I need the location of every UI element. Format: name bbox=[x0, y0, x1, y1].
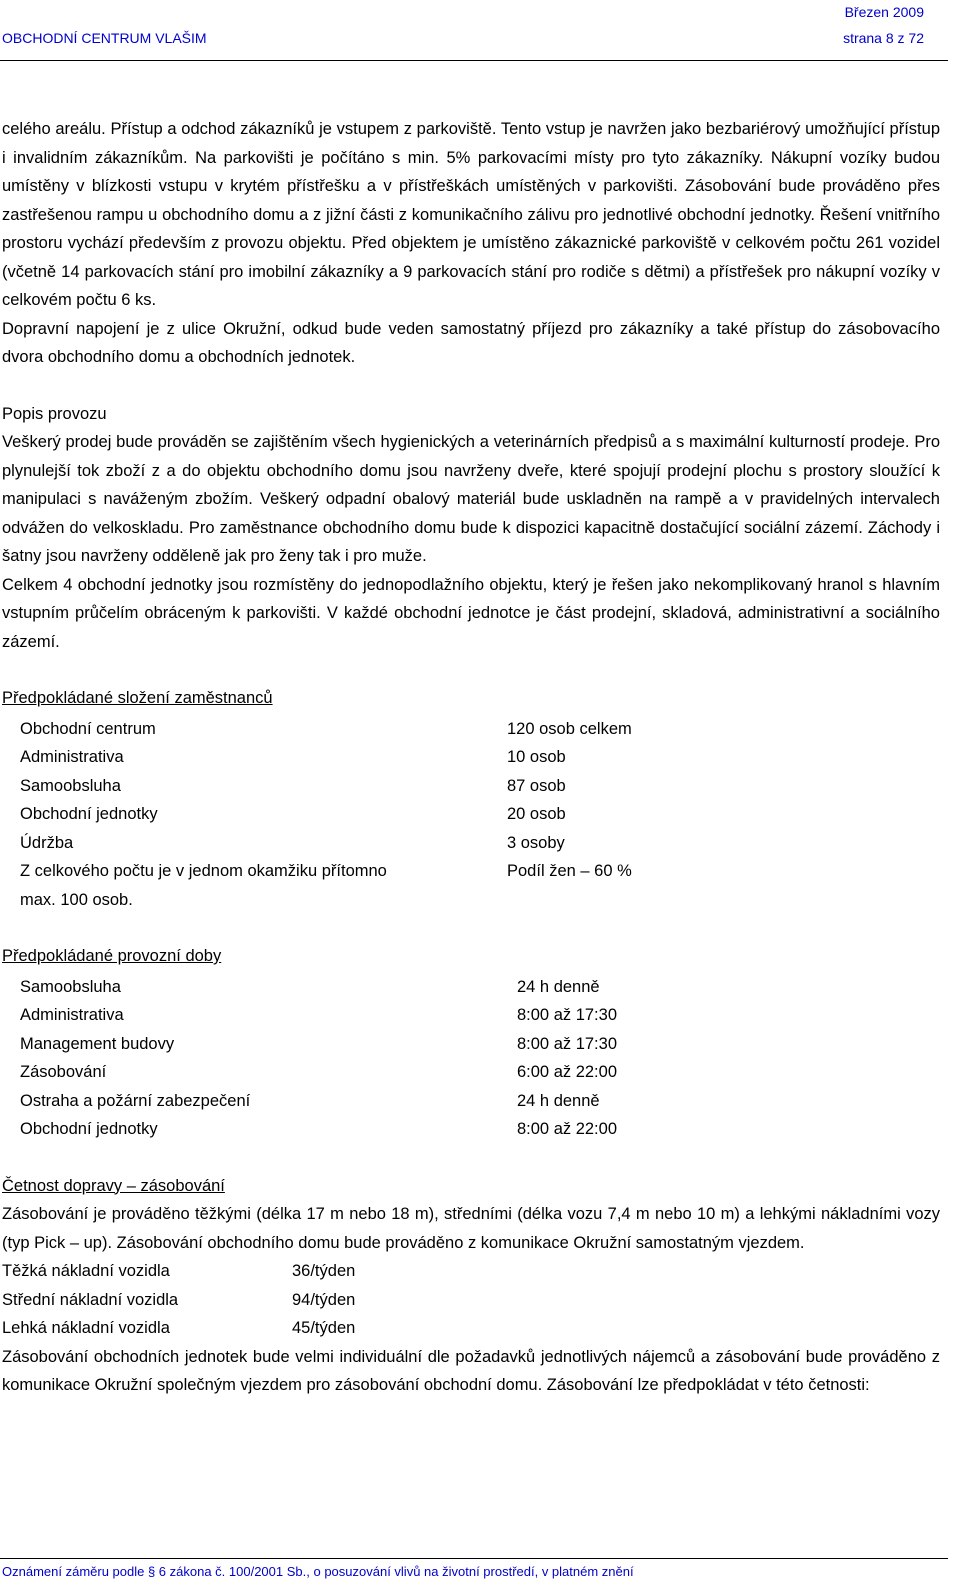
table-row bbox=[2, 772, 940, 801]
document-body bbox=[2, 115, 940, 1400]
staff-value: 20 osob bbox=[507, 805, 566, 823]
staff-value: 120 osob celkem bbox=[507, 719, 632, 738]
hours-value: 8:00 až 17:30 bbox=[517, 1034, 617, 1053]
staff-value: Podíl žen – 60 % bbox=[507, 862, 632, 880]
table-row bbox=[2, 1257, 940, 1286]
staff-value: 10 osob bbox=[507, 748, 566, 766]
traffic-table bbox=[2, 1257, 940, 1343]
popis-paragraph-2: Celkem 4 obchodní jednotky jsou rozmístěny do jednopodlažního objektu, který je řešen jako nekomplikovaný hranol s hlavním vstupním průčelím obráceným k parkovišti. V každé obchodní jednotce je část prodejní, skladová, administrativní a sociálního zázemí. bbox=[2, 575, 940, 651]
header-divider bbox=[0, 60, 948, 61]
traffic-label: Těžká nákladní vozidla bbox=[2, 1262, 170, 1280]
table-row bbox=[2, 743, 940, 772]
hours-value: 8:00 až 22:00 bbox=[517, 1120, 617, 1138]
traffic-label: Lehká nákladní vozidla bbox=[2, 1319, 170, 1337]
section-title-staff bbox=[2, 684, 940, 713]
table-row bbox=[2, 973, 940, 1002]
traffic-value: 36/týden bbox=[292, 1262, 356, 1280]
intro-paragraph-1: celého areálu. Přístup a odchod zákazníků je vstupem z parkoviště. Tento vstup je navržen jako bezbariérový umožňující přístup i invalidním zákazníkům. Na parkovišti je počítáno s min. 5% parkovacími místy pro tyto zákazníky. Nákupní vozíky budou umístěny v blízkosti vstupu v krytém přístřešku a v přístřeškách umístěných v parkovišti. Zásobování bude prováděno přes zastřešenou rampu u obchodního domu a z jižní části z komunikačního zálivu pro jednotlivé obchodní jednotky. Řešení vnitřního prostoru vychází především z provozu objektu. Před objektem je umístěno zákaznické parkoviště v celkovém počtu 261 vozidel (včetně 14 parkovacích stání pro imobilní zákazníky a 9 parkovacích stání pro rodiče s dětmi) a přístřešek pro nákupní vozíky v celkovém počtu 6 ks. bbox=[2, 120, 940, 309]
staff-label: Administrativa bbox=[20, 748, 124, 766]
hours-table bbox=[2, 973, 940, 1144]
footer-text: Oznámení záměru podle § 6 zákona č. 100/2001 Sb., o posuzování vlivů na životní prostředí, v platném znění bbox=[2, 1564, 634, 1579]
hours-label: Obchodní jednotky bbox=[20, 1120, 158, 1138]
popis-paragraph-1: Veškerý prodej bude prováděn se zajištěním všech hygienických a veterinárních předpisů a s maximální kulturností prodeje. Pro plynulejší tok zboží z a do objektu obchodního domu jsou navrženy dveře, které spojují prodejní plochu s prostory sloužící k manipulaci s naváženým zbožím. Veškerý odpadní obalový materiál bude uskladněn na rampě a v pravidelných intervalech odvážen do velkoskladu. Pro zaměstnance obchodního domu bude k dispozici kapacitně dostačující sociální zázemí. Záchody i šatny jsou navrženy odděleně jak pro ženy tak i pro muže. bbox=[2, 433, 940, 565]
traffic-paragraph-1: Zásobování je prováděno těžkými (délka 17 m nebo 18 m), středními (délka vozu 7,4 m nebo 10 m) a lehkými nákladními vozy (typ Pick – up). Zásobování obchodního domu bude prováděno z komunikace Okružní samostatným vjezdem. bbox=[2, 1205, 940, 1252]
staff-label: Z celkového počtu je v jednom okamžiku přítomno bbox=[20, 862, 387, 880]
staff-label: Obchodní centrum bbox=[20, 719, 156, 738]
table-row bbox=[2, 857, 940, 886]
table-row bbox=[2, 715, 940, 744]
hours-label: Samoobsluha bbox=[20, 977, 121, 996]
table-row bbox=[2, 1087, 940, 1116]
table-row bbox=[2, 1314, 940, 1343]
staff-label: Samoobsluha bbox=[20, 776, 121, 795]
hours-value: 24 h denně bbox=[517, 977, 600, 996]
staff-value: 87 osob bbox=[507, 776, 566, 795]
hours-label: Ostraha a požární zabezpečení bbox=[20, 1091, 251, 1110]
table-row bbox=[2, 1058, 940, 1087]
table-row bbox=[2, 1115, 940, 1144]
hours-title: Předpokládané provozní doby bbox=[2, 947, 222, 965]
table-row bbox=[2, 1286, 940, 1315]
header-date: Březen 2009 bbox=[844, 4, 924, 20]
traffic-paragraph-2: Zásobování obchodních jednotek bude velmi individuální dle požadavků jednotlivých nájemců a zásobování bude prováděno z komunikace Okružní společným vjezdem pro zásobování obchodní domu. Zásobování lze předpokládat v této četnosti: bbox=[2, 1347, 940, 1394]
table-row bbox=[2, 1001, 940, 1030]
footer-divider bbox=[0, 1558, 948, 1559]
section-title-traffic bbox=[2, 1172, 940, 1201]
hours-label: Administrativa bbox=[20, 1006, 124, 1024]
staff-title: Předpokládané složení zaměstnanců bbox=[2, 689, 273, 707]
traffic-value: 45/týden bbox=[292, 1319, 356, 1337]
hours-value: 24 h denně bbox=[517, 1091, 600, 1110]
section-title-hours bbox=[2, 942, 940, 971]
staff-label: Obchodní jednotky bbox=[20, 805, 158, 823]
popis-title: Popis provozu bbox=[2, 404, 107, 423]
table-row bbox=[2, 800, 940, 829]
staff-table bbox=[2, 715, 940, 915]
hours-value: 8:00 až 17:30 bbox=[517, 1006, 617, 1024]
intro-paragraph-2: Dopravní napojení je z ulice Okružní, odkud bude veden samostatný příjezd pro zákazníky a také přístup do zásobovacího dvora obchodního domu a obchodních jednotek. bbox=[2, 319, 940, 366]
table-row bbox=[2, 829, 940, 858]
table-row bbox=[2, 886, 940, 915]
header-title: OBCHODNÍ CENTRUM VLAŠIM bbox=[2, 30, 207, 46]
hours-label: Management budovy bbox=[20, 1034, 175, 1053]
staff-value: 3 osoby bbox=[507, 833, 565, 852]
section-title-popis bbox=[2, 400, 940, 429]
table-row bbox=[2, 1030, 940, 1059]
page-number: strana 8 z 72 bbox=[843, 30, 924, 46]
hours-label: Zásobování bbox=[20, 1063, 107, 1081]
traffic-title: Četnost dopravy – zásobování bbox=[2, 1176, 225, 1195]
hours-value: 6:00 až 22:00 bbox=[517, 1063, 617, 1081]
staff-note: max. 100 osob. bbox=[20, 890, 133, 909]
traffic-value: 94/týden bbox=[292, 1290, 356, 1309]
traffic-label: Střední nákladní vozidla bbox=[2, 1290, 179, 1309]
staff-label: Údržba bbox=[20, 833, 74, 852]
